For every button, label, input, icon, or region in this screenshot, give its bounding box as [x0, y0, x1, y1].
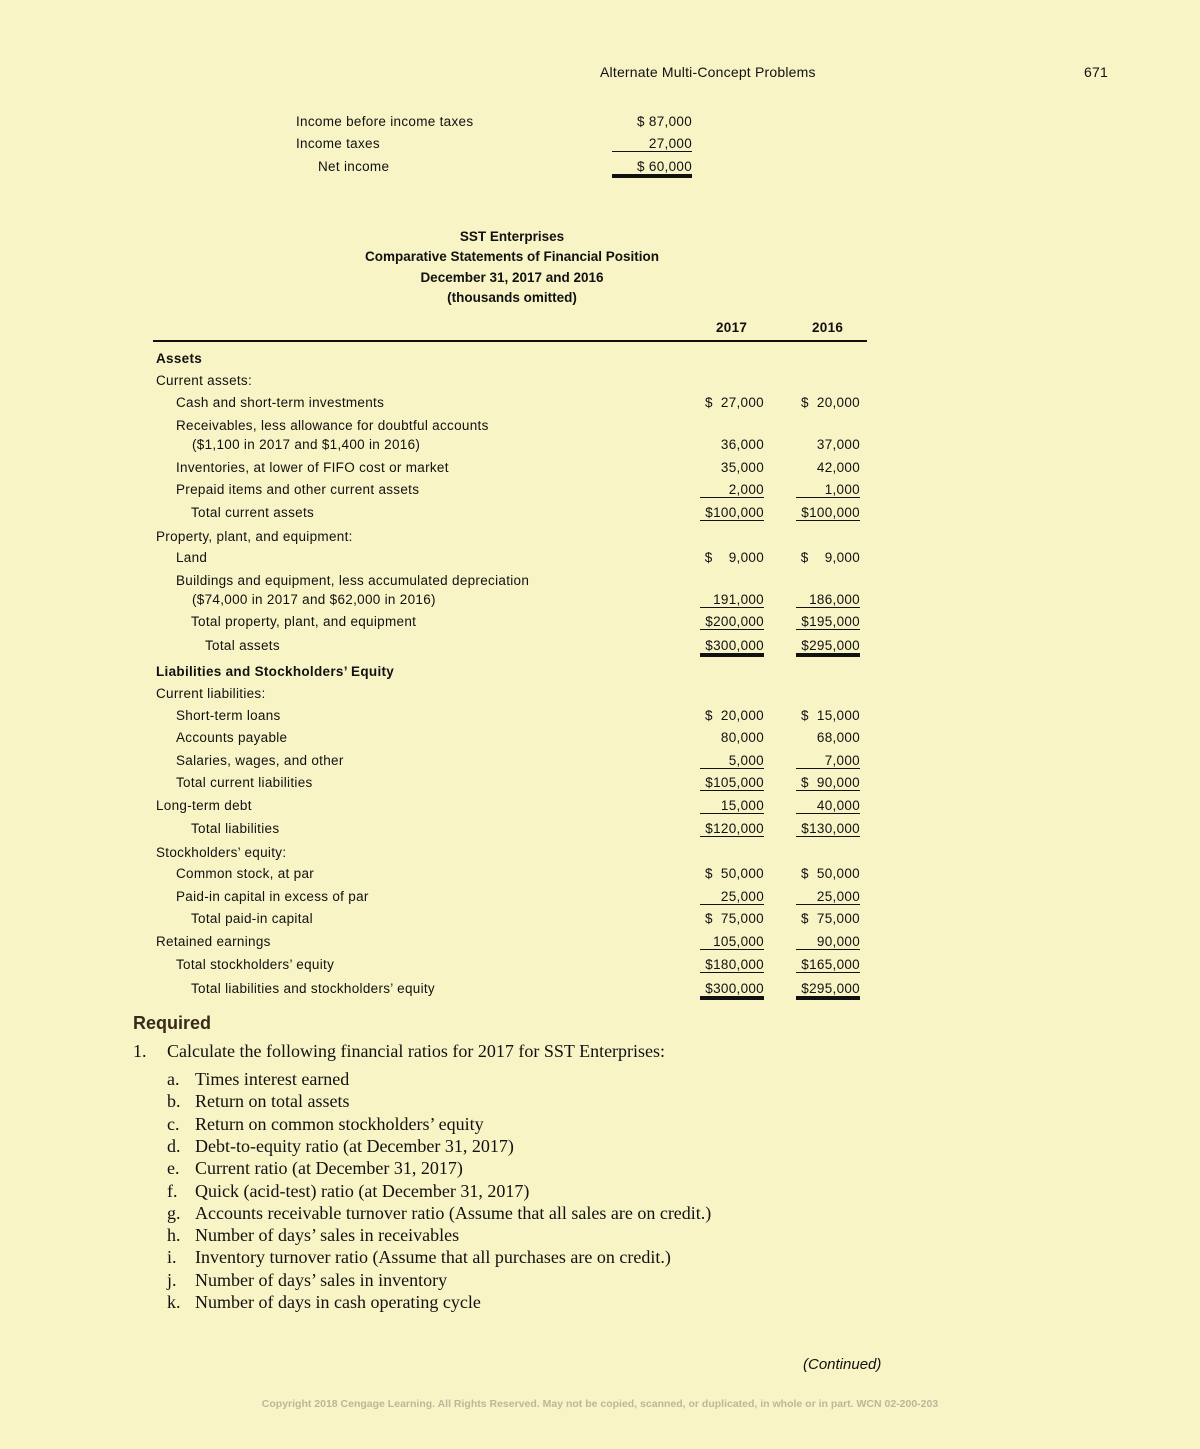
subitem-text: Return on common stockholders’ equity	[195, 1113, 484, 1134]
value-2017: 36,000	[720, 437, 764, 452]
line-item-label: Property, plant, and equipment:	[156, 529, 353, 544]
line-item-label: Buildings and equipment, less accumulated depreciation	[176, 573, 530, 588]
line-item-label: Total assets	[205, 638, 280, 653]
value-2016: 7,000	[796, 753, 860, 769]
page-number: 671	[1084, 64, 1108, 80]
line-item-label: Paid-in capital in excess of par	[176, 889, 369, 904]
line-item-label: Stockholders’ equity:	[156, 845, 287, 860]
value-2016: $ 50,000	[800, 866, 860, 881]
line-item-label: Short-term loans	[176, 708, 281, 723]
line-item-label: Land	[176, 550, 208, 565]
subitem-letter: g.	[167, 1202, 181, 1223]
value-2017: $105,000	[700, 775, 764, 791]
line-item-label: Retained earnings	[156, 934, 271, 949]
section-heading: Assets	[156, 351, 203, 366]
value-2016: 90,000	[796, 934, 860, 950]
line-item-label: Total current liabilities	[176, 775, 313, 790]
value-2016: 42,000	[816, 460, 860, 475]
value-2017: $ 27,000	[704, 395, 764, 410]
subitem-letter: a.	[167, 1069, 180, 1089]
line-item-label: Prepaid items and other current assets	[176, 482, 420, 497]
subitem-letter: j.	[167, 1269, 177, 1290]
line-item-label: Total paid-in capital	[191, 911, 313, 926]
value-2016: 40,000	[796, 798, 860, 814]
value-2017: 5,000	[700, 753, 764, 769]
value-2016: $ 15,000	[800, 708, 860, 723]
subitem-text: Accounts receivable turnover ratio (Assume that all sales are on credit.)	[195, 1202, 712, 1223]
value-2016: 186,000	[796, 592, 860, 608]
line-item-label: Salaries, wages, and other	[176, 753, 344, 768]
line-item-label: Total property, plant, and equipment	[191, 614, 417, 629]
continued-note: (Continued)	[803, 1356, 882, 1373]
value-2017: $ 20,000	[704, 708, 764, 723]
column-header-2016: 2016	[812, 320, 844, 335]
line-item-label: Inventories, at lower of FIFO cost or market	[176, 460, 449, 475]
income-row-value: $ 60,000	[612, 159, 692, 178]
section-heading: Liabilities and Stockholders’ Equity	[156, 664, 395, 679]
value-2016: $ 90,000	[796, 775, 860, 791]
value-2017: $ 75,000	[704, 911, 764, 926]
subitem-text: Debt-to-equity ratio (at December 31, 2017)	[195, 1135, 514, 1156]
subitem-letter: e.	[167, 1158, 180, 1179]
line-item-label: ($74,000 in 2017 and $62,000 in 2016)	[192, 592, 436, 607]
value-2017: $ 9,000	[704, 550, 764, 565]
income-row-label: Net income	[318, 159, 390, 174]
subitem-text: Number of days in cash operating cycle	[195, 1292, 481, 1312]
income-row-value: 27,000	[612, 136, 692, 152]
value-2017: $300,000	[700, 638, 764, 657]
subitem-letter: d.	[167, 1135, 181, 1156]
value-2017: $100,000	[700, 505, 764, 521]
subitem-text: Number of days’ sales in inventory	[195, 1269, 448, 1290]
column-header-2017: 2017	[716, 320, 748, 335]
value-2016: $ 20,000	[800, 395, 860, 410]
statement-units: (thousands omitted)	[447, 290, 577, 305]
value-2017: 15,000	[700, 798, 764, 814]
line-item-label: Cash and short-term investments	[176, 395, 385, 410]
value-2017: 80,000	[720, 730, 764, 745]
statement-name: Comparative Statements of Financial Position	[364, 249, 660, 264]
value-2017: 2,000	[700, 482, 764, 498]
value-2016: 68,000	[816, 730, 860, 745]
value-2017: $300,000	[700, 981, 764, 1000]
line-item-label: Common stock, at par	[176, 866, 315, 881]
value-2016: 25,000	[796, 889, 860, 905]
subitem-text: Return on total assets	[195, 1091, 350, 1112]
line-item-label: Total liabilities and stockholders’ equity	[191, 981, 435, 996]
income-row-label: Income taxes	[296, 136, 380, 151]
line-item-label: Long-term debt	[156, 798, 252, 813]
income-row-value: $ 87,000	[637, 114, 692, 129]
value-2016: $165,000	[796, 957, 860, 973]
line-item-label: Accounts payable	[176, 730, 288, 745]
line-item-label: Current liabilities:	[156, 686, 266, 701]
value-2017: 105,000	[700, 934, 764, 950]
line-item-label: Current assets:	[156, 373, 253, 388]
value-2017: $120,000	[700, 821, 764, 837]
subitem-text: Times interest earned	[195, 1069, 350, 1089]
running-head: Alternate Multi-Concept Problems	[600, 64, 816, 80]
statement-dates: December 31, 2017 and 2016	[420, 270, 604, 285]
subitem-letter: b.	[167, 1091, 181, 1112]
subitem-letter: c.	[167, 1113, 180, 1134]
required-heading: Required	[133, 1013, 212, 1033]
required-item-text: Calculate the following financial ratios for 2017 for SST Enterprises:	[167, 1041, 666, 1061]
subitem-letter: k.	[167, 1292, 181, 1312]
value-2016: $130,000	[796, 821, 860, 837]
header-rule	[153, 340, 867, 342]
line-item-label: Total liabilities	[191, 821, 280, 836]
value-2017: 191,000	[700, 592, 764, 608]
value-2016: $ 75,000	[800, 911, 860, 926]
copyright-notice: Copyright 2018 Cengage Learning. All Rights Reserved. May not be copied, scanned, or duplicated, in whole or in part. WCN 02-200-203	[261, 1398, 939, 1410]
subitem-text: Current ratio (at December 31, 2017)	[195, 1158, 463, 1179]
subitem-text: Quick (acid-test) ratio (at December 31, 2017)	[195, 1180, 530, 1201]
value-2016: $195,000	[796, 614, 860, 630]
subitem-text: Inventory turnover ratio (Assume that all purchases are on credit.)	[195, 1247, 671, 1268]
line-item-label: Total stockholders’ equity	[176, 957, 335, 972]
value-2017: 25,000	[700, 889, 764, 905]
line-item-label: ($1,100 in 2017 and $1,400 in 2016)	[192, 437, 421, 452]
income-row-label: Income before income taxes	[296, 114, 474, 129]
statement-company: SST Enterprises	[459, 229, 565, 244]
line-item-label: Total current assets	[191, 505, 315, 520]
subitem-letter: f.	[167, 1180, 178, 1201]
value-2016: 37,000	[816, 437, 860, 452]
subitem-letter: i.	[167, 1247, 177, 1268]
value-2017: $200,000	[700, 614, 764, 630]
value-2016: $100,000	[796, 505, 860, 521]
value-2016: $ 9,000	[800, 550, 860, 565]
value-2016: $295,000	[796, 981, 860, 1000]
value-2017: 35,000	[720, 460, 764, 475]
line-item-label: Receivables, less allowance for doubtful accounts	[176, 418, 489, 433]
subitem-letter: h.	[167, 1225, 181, 1246]
required-item-number: 1.	[133, 1041, 147, 1061]
value-2016: $295,000	[796, 638, 860, 657]
value-2016: 1,000	[796, 482, 860, 498]
value-2017: $ 50,000	[704, 866, 764, 881]
subitem-text: Number of days’ sales in receivables	[195, 1225, 460, 1246]
value-2017: $180,000	[700, 957, 764, 973]
